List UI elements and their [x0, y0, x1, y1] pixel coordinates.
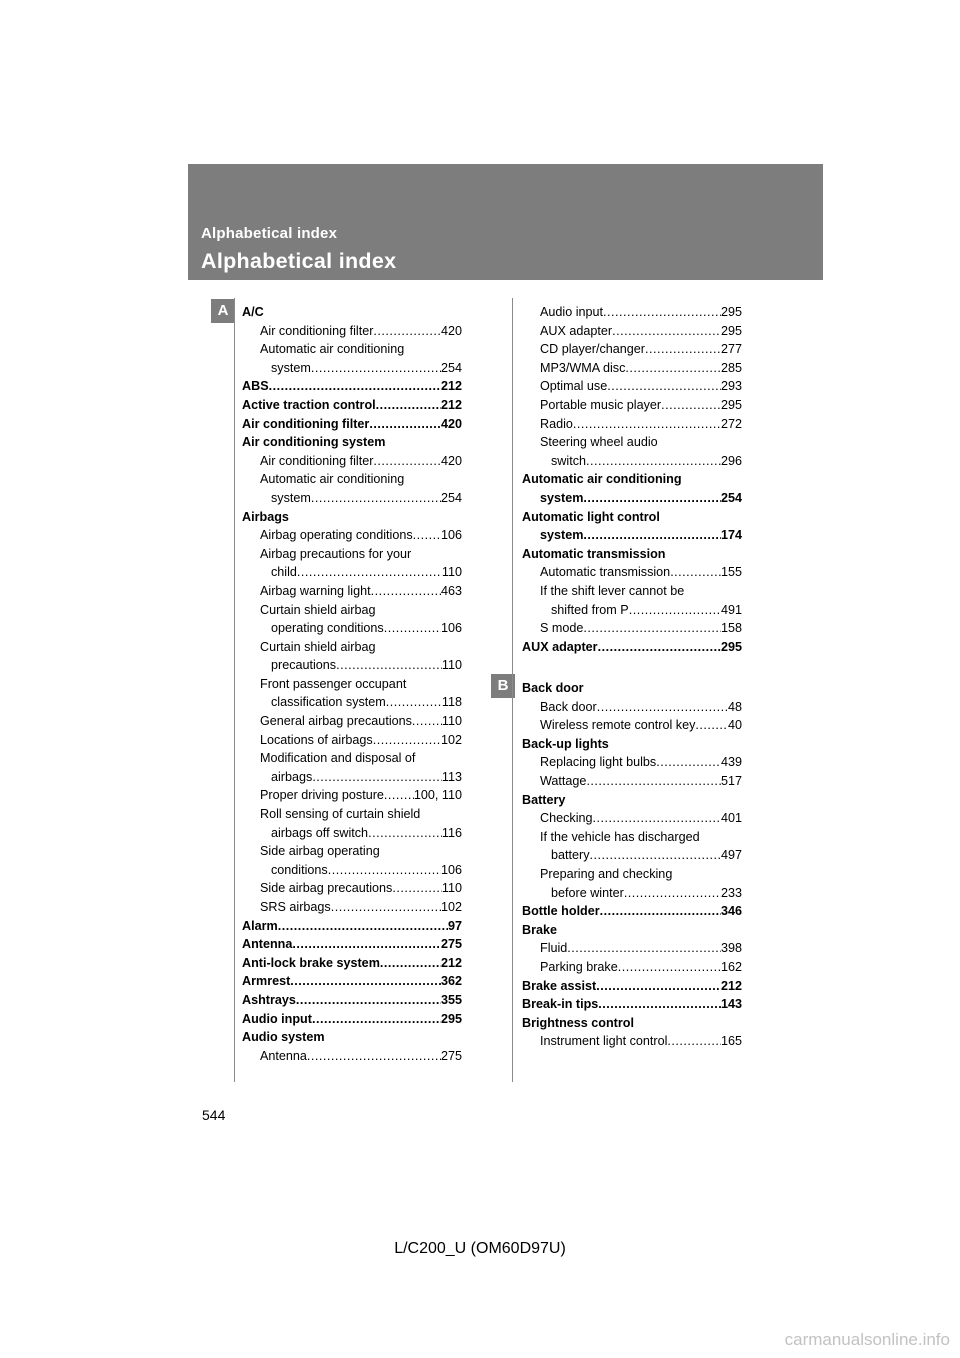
index-entry [242, 768, 462, 787]
index-entry [522, 340, 742, 359]
entry-term: Wireless remote control key [540, 718, 696, 733]
entry-page[interactable]: 295 [720, 323, 742, 338]
index-entry [242, 898, 462, 917]
index-entry [242, 563, 462, 582]
entry-page[interactable]: 420 [440, 416, 462, 431]
entry-term: Curtain shield airbag [260, 602, 376, 617]
index-entry [522, 452, 742, 471]
entry-term: Airbag operating conditions [260, 528, 413, 543]
index-entry [522, 508, 742, 527]
index-entry [242, 842, 462, 861]
entry-term: precautions [271, 658, 337, 673]
entry-page[interactable]: 355 [440, 992, 462, 1007]
index-column-right-a [522, 303, 742, 656]
index-entry [242, 749, 462, 768]
dot-leader [607, 377, 721, 396]
index-entry [522, 772, 742, 791]
entry-page[interactable]: 106 [440, 528, 462, 543]
entry-term: Back door [522, 681, 584, 695]
entry-term: Modification and disposal of [260, 751, 416, 766]
entry-term: system [540, 528, 584, 543]
dot-leader [670, 563, 721, 582]
entry-term: CD player/changer [540, 342, 645, 357]
index-entry [522, 1014, 742, 1033]
tab-letter-b[interactable]: B [491, 674, 515, 698]
index-entry [522, 470, 742, 489]
index-entry [242, 433, 462, 452]
entry-term: A/C [242, 305, 264, 319]
index-entry [522, 884, 742, 903]
entry-page[interactable]: 106 [440, 862, 462, 877]
entry-page[interactable]: 100, 110 [413, 788, 462, 803]
dot-leader [384, 786, 414, 805]
entry-term: Steering wheel audio [540, 435, 658, 450]
entry-term: Automatic transmission [522, 546, 666, 561]
dot-leader [625, 359, 721, 378]
entry-term: General airbag precautions [260, 714, 412, 729]
entry-term: Antenna [242, 937, 293, 952]
entry-term: Radio [540, 416, 573, 431]
entry-term: Checking [540, 811, 593, 826]
entry-term: Side airbag precautions [260, 881, 393, 896]
index-entry [242, 340, 462, 359]
index-entry [242, 619, 462, 638]
index-entry [522, 921, 742, 940]
entry-term: Automatic light control [522, 509, 660, 524]
entry-page[interactable]: 165 [720, 1034, 742, 1049]
index-entry [522, 902, 742, 921]
page-header [188, 164, 823, 280]
dot-leader [567, 939, 721, 958]
dot-leader [311, 489, 441, 508]
entry-term: airbags [271, 769, 313, 784]
dot-leader [612, 322, 721, 341]
watermark: carmanualsonline.info [784, 1330, 950, 1349]
index-entry [242, 954, 462, 973]
index-entry [522, 995, 742, 1014]
entry-page[interactable]: 102 [440, 900, 462, 914]
index-entry [242, 452, 462, 471]
entry-term: Brake assist [522, 978, 597, 993]
dot-leader [603, 303, 721, 322]
index-entry [522, 753, 742, 772]
entry-page[interactable]: 118 [441, 695, 462, 710]
dot-leader [586, 452, 721, 471]
entry-page[interactable]: 40 [727, 718, 742, 733]
entry-term: Audio input [242, 1011, 312, 1026]
index-column-right-b [522, 679, 742, 1051]
entry-term: Brightness control [522, 1015, 634, 1030]
entry-page[interactable]: 277 [720, 342, 742, 357]
entry-term: operating conditions [271, 621, 384, 636]
entry-page[interactable]: 102 [440, 732, 462, 747]
entry-term: before winter [551, 885, 624, 900]
entry-term: Parking brake [540, 959, 618, 974]
dot-leader [573, 415, 721, 434]
dot-leader [583, 619, 721, 638]
index-entry [522, 958, 742, 977]
index-entry [522, 377, 742, 396]
entry-term: Air conditioning filter [242, 416, 370, 431]
entry-term: Battery [522, 792, 566, 807]
entry-page[interactable]: 491 [720, 602, 742, 617]
dot-leader [618, 958, 721, 977]
entry-term: battery [551, 848, 590, 863]
index-entry [242, 731, 462, 750]
index-entry [522, 735, 742, 754]
entry-term: Airbag precautions for your [260, 546, 412, 561]
entry-page[interactable]: 295 [720, 639, 742, 654]
index-entry [242, 470, 462, 489]
dot-leader [645, 340, 721, 359]
index-entry [242, 805, 462, 824]
index-entry [242, 303, 462, 322]
entry-term: ABS [242, 379, 269, 394]
entry-page[interactable]: 401 [720, 811, 742, 826]
dot-leader [296, 991, 441, 1010]
index-entry [522, 809, 742, 828]
index-entry [242, 396, 462, 415]
dot-leader [597, 698, 728, 717]
dot-leader [290, 972, 441, 991]
entry-page[interactable]: 420 [440, 323, 462, 338]
entry-term: Locations of airbags [260, 732, 373, 747]
entry-page[interactable]: 275 [440, 937, 462, 952]
index-entry [242, 508, 462, 527]
entry-term: Air conditioning filter [260, 323, 374, 338]
index-entry [522, 359, 742, 378]
index-entry [242, 824, 462, 843]
entry-term: Brake [522, 922, 558, 937]
index-entry [522, 791, 742, 810]
entry-page[interactable]: 272 [720, 416, 742, 431]
index-entry [242, 656, 462, 675]
index-entry [522, 322, 742, 341]
index-entry [522, 396, 742, 415]
entry-page[interactable]: 275 [440, 1048, 462, 1063]
index-entry [522, 698, 742, 717]
entry-page[interactable]: 463 [440, 583, 462, 598]
entry-term: Automatic transmission [540, 565, 671, 580]
index-column-left [242, 303, 462, 1065]
entry-term: Front passenger occupant [260, 676, 407, 691]
entry-page[interactable]: 116 [441, 825, 462, 840]
entry-term: Antenna [260, 1048, 307, 1063]
entry-page[interactable]: 162 [720, 959, 742, 974]
entry-term: system [271, 490, 311, 505]
index-entry [242, 972, 462, 991]
dot-leader [695, 716, 728, 735]
dot-leader [307, 1047, 441, 1066]
index-entry [242, 545, 462, 564]
entry-term: Alarm [242, 918, 278, 933]
entry-page[interactable]: 155 [720, 565, 742, 580]
entry-page[interactable]: 497 [720, 848, 742, 863]
index-entry [242, 861, 462, 880]
dot-leader [624, 884, 721, 903]
dot-leader [598, 638, 721, 657]
entry-term: conditions [271, 862, 328, 877]
dot-leader [629, 601, 721, 620]
dot-leader [336, 656, 442, 675]
index-entry [522, 939, 742, 958]
index-entry [522, 545, 742, 564]
tab-letter-a[interactable]: A [211, 299, 235, 323]
entry-page[interactable]: 362 [440, 974, 462, 989]
entry-term: Audio system [242, 1030, 325, 1045]
entry-page[interactable]: 296 [720, 453, 742, 468]
entry-term: S mode [540, 621, 584, 636]
entry-page[interactable]: 113 [441, 769, 462, 784]
entry-page[interactable]: 295 [440, 1011, 462, 1026]
index-entry [242, 489, 462, 508]
page-number: 544 [202, 1107, 226, 1123]
index-entry [522, 828, 742, 847]
entry-term: Ashtrays [242, 992, 296, 1007]
entry-term: Automatic air conditioning [260, 342, 405, 357]
index-entry [242, 582, 462, 601]
index-entry [242, 638, 462, 657]
entry-term: Replacing light bulbs [540, 755, 657, 770]
index-entry [522, 716, 742, 735]
entry-term: SRS airbags [260, 900, 331, 914]
dot-leader [596, 977, 721, 996]
index-entry [242, 601, 462, 620]
dot-leader [312, 768, 442, 787]
entry-term: Roll sensing of curtain shield [260, 807, 421, 822]
dot-leader [384, 619, 441, 638]
dot-leader [373, 452, 441, 471]
index-entry [242, 1028, 462, 1047]
entry-term: Air conditioning system [242, 435, 386, 450]
dot-leader [368, 824, 442, 843]
entry-page[interactable]: 293 [720, 379, 742, 394]
entry-page[interactable]: 295 [720, 305, 742, 319]
entry-term: Optimal use [540, 379, 608, 394]
entry-page[interactable]: 110 [441, 881, 462, 896]
entry-term: Side airbag operating [260, 844, 380, 859]
entry-term: Fluid [540, 941, 568, 956]
dot-leader [292, 935, 441, 954]
entry-term: system [540, 490, 584, 505]
dot-leader [583, 526, 721, 545]
index-entry [242, 991, 462, 1010]
dot-leader [590, 846, 721, 865]
entry-term: Back-up lights [522, 736, 609, 751]
entry-term: child [271, 565, 297, 580]
entry-term: If the vehicle has discharged [540, 829, 700, 844]
index-entry [242, 675, 462, 694]
index-entry [242, 415, 462, 434]
section-label: Alphabetical index [201, 225, 338, 242]
entry-term: Portable music player [540, 397, 662, 412]
entry-term: AUX adapter [522, 639, 598, 654]
index-entry [242, 526, 462, 545]
entry-page[interactable]: 254 [440, 490, 462, 505]
index-entry [522, 638, 742, 657]
entry-term: Bottle holder [522, 904, 600, 919]
entry-page[interactable]: 110 [441, 658, 462, 673]
index-entry [522, 619, 742, 638]
index-entry [522, 303, 742, 322]
index-entry [522, 865, 742, 884]
column-divider-middle [512, 298, 513, 1082]
dot-leader [593, 809, 721, 828]
index-entry [522, 433, 742, 452]
index-entry [242, 322, 462, 341]
dot-leader [583, 489, 721, 508]
dot-leader [376, 396, 441, 415]
entry-page[interactable]: 212 [440, 955, 462, 970]
entry-page[interactable]: 398 [720, 941, 742, 956]
entry-term: Proper driving posture [260, 788, 384, 803]
entry-page[interactable]: 110 [441, 714, 462, 729]
dot-leader [667, 1032, 721, 1051]
entry-term: airbags off switch [271, 825, 369, 840]
dot-leader [380, 954, 441, 973]
entry-term: If the shift lever cannot be [540, 583, 685, 598]
entry-page[interactable]: 106 [440, 621, 462, 636]
entry-page[interactable]: 212 [720, 978, 742, 993]
entry-term: system [271, 360, 311, 375]
index-entry [242, 1010, 462, 1029]
index-entry [522, 489, 742, 508]
index-entry [522, 526, 742, 545]
entry-term: Airbag warning light [260, 583, 371, 598]
entry-term: Active traction control [242, 397, 376, 412]
page-title: Alphabetical index [201, 249, 397, 273]
index-entry [522, 846, 742, 865]
index-entry [522, 1032, 742, 1051]
entry-page[interactable]: 48 [727, 699, 742, 714]
entry-term: Instrument light control [540, 1034, 668, 1049]
index-entry [242, 879, 462, 898]
column-divider-left [234, 298, 235, 1082]
entry-term: Armrest [242, 974, 291, 989]
entry-term: Anti-lock brake system [242, 955, 380, 970]
entry-term: shifted from P [551, 602, 629, 617]
dot-leader [392, 879, 442, 898]
entry-term: MP3/WMA disc [540, 360, 626, 375]
entry-term: Wattage [540, 773, 587, 788]
index-entry [522, 977, 742, 996]
entry-term: Air conditioning filter [260, 453, 374, 468]
entry-term: Curtain shield airbag [260, 639, 376, 654]
entry-page[interactable]: 212 [440, 379, 462, 394]
entry-page[interactable]: 158 [720, 621, 742, 636]
index-entry [242, 935, 462, 954]
entry-page[interactable]: 233 [720, 885, 742, 900]
dot-leader [586, 772, 721, 791]
index-entry [242, 359, 462, 378]
dot-leader [412, 712, 442, 731]
entry-term: Airbags [242, 509, 289, 524]
entry-page[interactable]: 517 [720, 773, 742, 788]
entry-term: AUX adapter [540, 323, 613, 338]
entry-term: classification system [271, 695, 386, 710]
dot-leader [328, 861, 441, 880]
entry-page[interactable]: 295 [720, 397, 742, 412]
index-entry [242, 917, 462, 936]
dot-leader [413, 526, 441, 545]
index-entry [522, 601, 742, 620]
dot-leader [600, 902, 721, 921]
dot-leader [311, 359, 441, 378]
index-entry [522, 563, 742, 582]
dot-leader [598, 995, 721, 1014]
entry-page[interactable]: 346 [720, 904, 742, 919]
dot-leader [369, 415, 441, 434]
entry-term: switch [551, 453, 586, 468]
dot-leader [269, 377, 441, 396]
entry-page[interactable]: 439 [720, 755, 742, 770]
index-entry [242, 786, 462, 805]
document-code: L/C200_U (OM60D97U) [394, 1240, 566, 1257]
entry-term: Automatic air conditioning [260, 472, 405, 487]
entry-page[interactable]: 254 [440, 360, 462, 375]
dot-leader [312, 1010, 441, 1029]
entry-page[interactable]: 254 [720, 490, 742, 505]
entry-term: Break-in tips [522, 997, 599, 1012]
index-entry [522, 415, 742, 434]
entry-page[interactable]: 174 [720, 528, 742, 543]
index-entry [242, 693, 462, 712]
index-entry [522, 679, 742, 698]
entry-page[interactable]: 97 [447, 918, 462, 933]
entry-page[interactable]: 420 [440, 453, 462, 468]
index-entry [242, 712, 462, 731]
dot-leader [656, 753, 721, 772]
entry-page[interactable]: 212 [440, 397, 462, 412]
dot-leader [373, 322, 441, 341]
dot-leader [278, 917, 448, 936]
dot-leader [371, 582, 441, 601]
index-entry [522, 582, 742, 601]
entry-page[interactable]: 110 [441, 565, 462, 580]
index-entry [242, 377, 462, 396]
entry-page[interactable]: 285 [720, 360, 742, 375]
entry-term: Back door [540, 699, 597, 714]
dot-leader [661, 396, 721, 415]
entry-page[interactable]: 143 [720, 997, 742, 1012]
dot-leader [297, 563, 442, 582]
index-entry [242, 1047, 462, 1066]
entry-term: Audio input [540, 305, 604, 319]
dot-leader [373, 731, 441, 750]
dot-leader [386, 693, 442, 712]
entry-term: Automatic air conditioning [522, 472, 682, 487]
dot-leader [331, 898, 441, 917]
entry-term: Preparing and checking [540, 866, 673, 881]
